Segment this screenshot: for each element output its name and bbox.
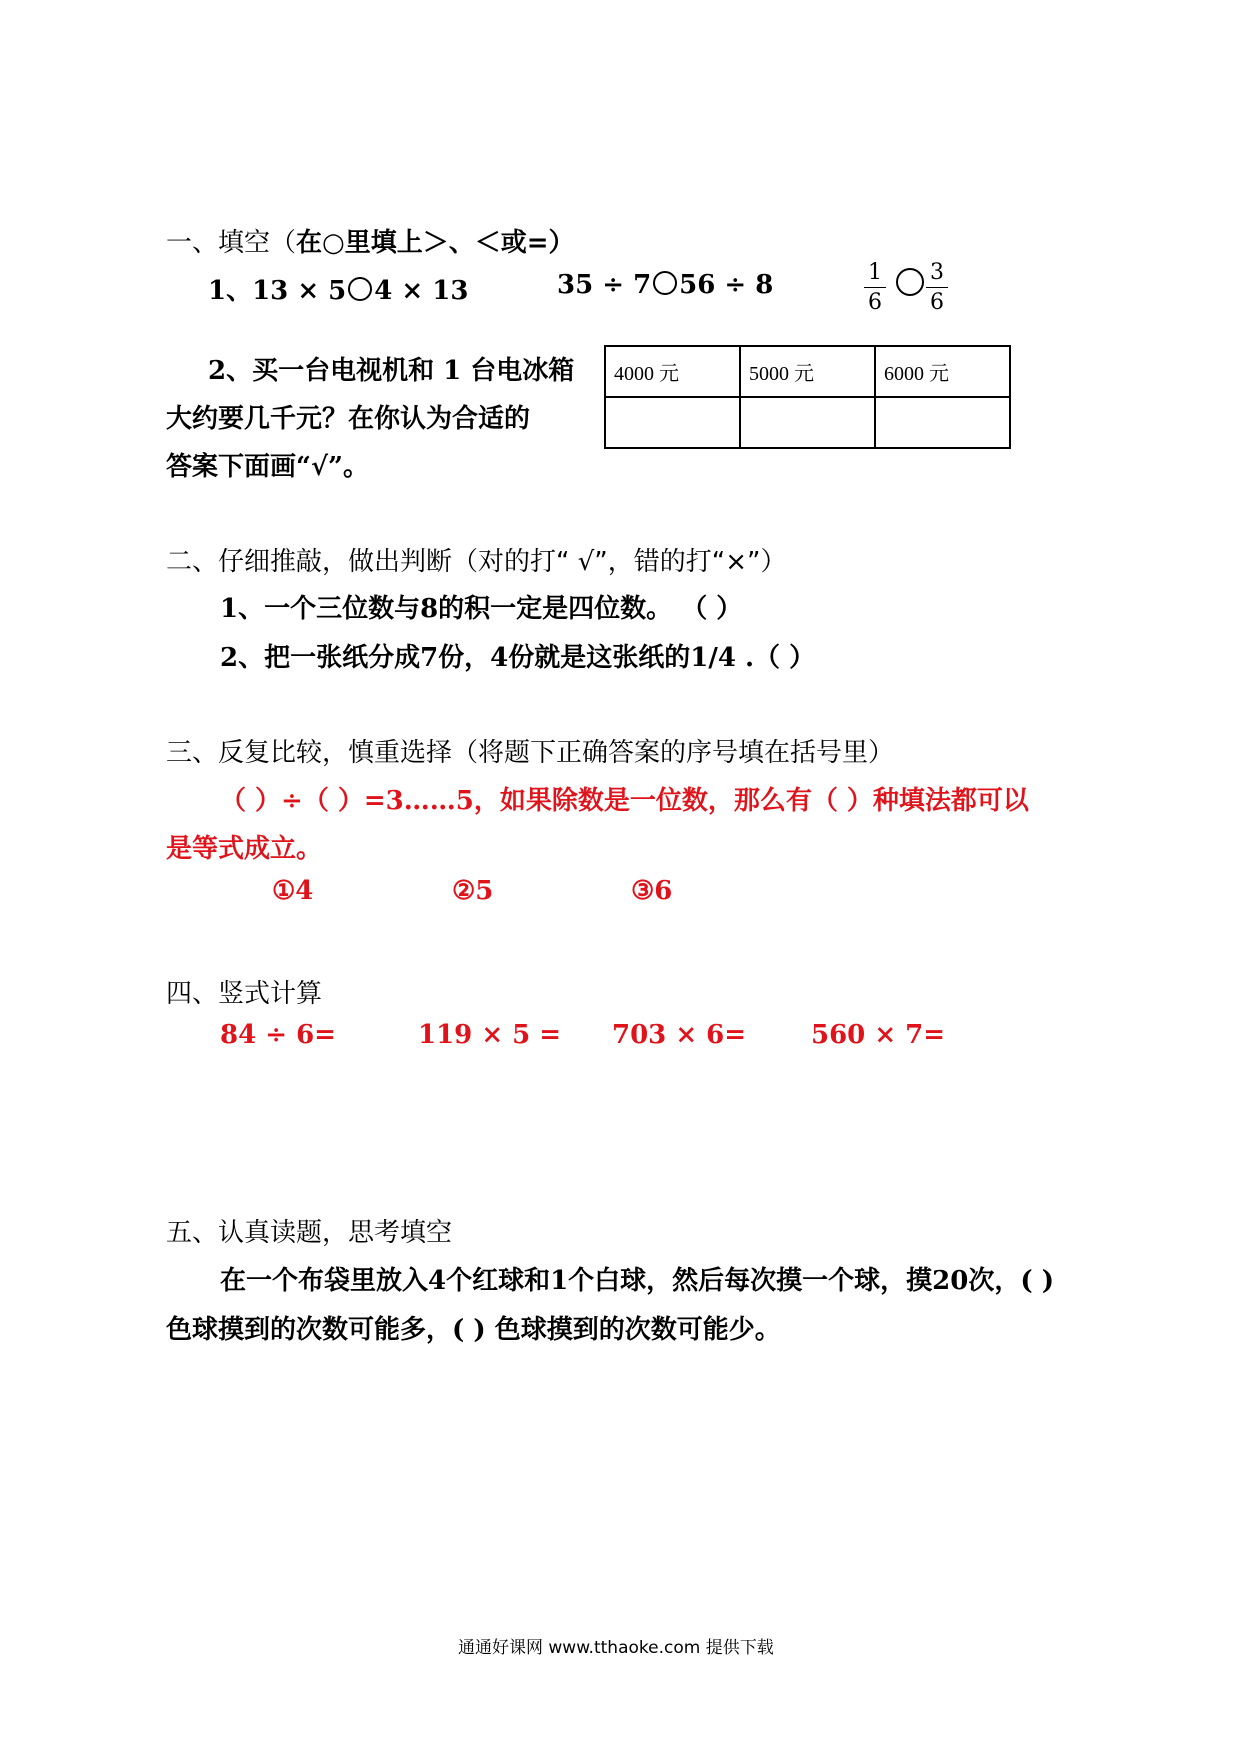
s2-q2: 2、把一张纸分成7份，4份就是这张纸的1/4 .（ ） xyxy=(220,643,816,673)
s3-option-2: ②5 xyxy=(452,876,494,906)
s1-q2-line2: 大约要几千元？在你认为合适的 xyxy=(166,404,531,434)
s1-q2-line3: 答案下面画“√”。 xyxy=(166,452,369,482)
fraction-numerator: 1 xyxy=(864,260,886,288)
s5-line2: 色球摸到的次数可能多，( ) 色球摸到的次数可能少。 xyxy=(166,1315,781,1345)
s4-problem-1: 84 ÷ 6= xyxy=(220,1020,336,1050)
fraction-denominator: 6 xyxy=(868,290,882,315)
section-2-heading: 二、仔细推敲，做出判断（对的打“ √”，错的打“×”） xyxy=(166,547,787,577)
footer-source: 通通好课网 www.tthaoke.com 提供下载 xyxy=(458,1638,774,1658)
section-1-heading-text: 一、填空（ xyxy=(166,228,297,258)
fraction-numerator: 3 xyxy=(926,260,948,288)
s1-q2-line1: 2、买一台电视机和 1 台电冰箱 xyxy=(208,356,575,386)
s1-q1-b xyxy=(557,270,773,300)
compare-circle[interactable] xyxy=(348,277,372,301)
s1-q1-a-left: 1、13 × 5 xyxy=(208,276,347,306)
section-1-heading-bold: 在○里填上＞、＜或=） xyxy=(296,228,575,258)
answer-cell[interactable] xyxy=(740,397,875,448)
s4-problem-3: 703 × 6= xyxy=(612,1020,747,1050)
answer-cell[interactable] xyxy=(605,397,740,448)
table-header-cell: 6000 元 xyxy=(875,346,1010,397)
s2-q1: 1、一个三位数与8的积一定是四位数。 （ ） xyxy=(220,594,743,624)
s1-q1-a xyxy=(208,270,468,307)
section-5-heading: 五、认真读题，思考填空 xyxy=(166,1218,453,1248)
table-answer-row xyxy=(605,397,1010,448)
s1-q1-b-right: 56 ÷ 8 xyxy=(679,270,774,300)
table-header-cell: 4000 元 xyxy=(605,346,740,397)
s1-q1-b-left: 35 ÷ 7 xyxy=(557,270,652,300)
s3-option-3: ③6 xyxy=(631,876,673,906)
s3-question-line2: 是等式成立。 xyxy=(166,834,323,864)
s4-problem-4: 560 × 7= xyxy=(811,1020,946,1050)
price-answer-table xyxy=(604,345,1011,449)
table-header-row xyxy=(605,346,1010,397)
answer-cell[interactable] xyxy=(875,397,1010,448)
s1-q1-a-right: 4 × 13 xyxy=(374,276,469,306)
s3-question-line1: （ ）÷（ ）=3……5，如果除数是一位数，那么有（ ）种填法都可以 xyxy=(220,786,1029,816)
fraction-denominator: 6 xyxy=(930,290,944,315)
s3-option-1: ①4 xyxy=(272,876,314,906)
fraction-compare xyxy=(894,268,926,298)
section-1-heading xyxy=(166,222,575,259)
fraction-1-6 xyxy=(864,260,886,315)
s4-problem-2: 119 × 5 = xyxy=(418,1020,562,1050)
compare-circle[interactable] xyxy=(896,268,924,296)
table-header-cell: 5000 元 xyxy=(740,346,875,397)
section-4-heading: 四、竖式计算 xyxy=(166,979,323,1009)
compare-circle[interactable] xyxy=(653,271,677,295)
section-3-heading: 三、反复比较，慎重选择（将题下正确答案的序号填在括号里） xyxy=(166,738,895,768)
fraction-3-6 xyxy=(926,260,948,315)
s5-line1: 在一个布袋里放入4个红球和1个白球，然后每次摸一个球，摸20次，( ) xyxy=(220,1266,1055,1296)
